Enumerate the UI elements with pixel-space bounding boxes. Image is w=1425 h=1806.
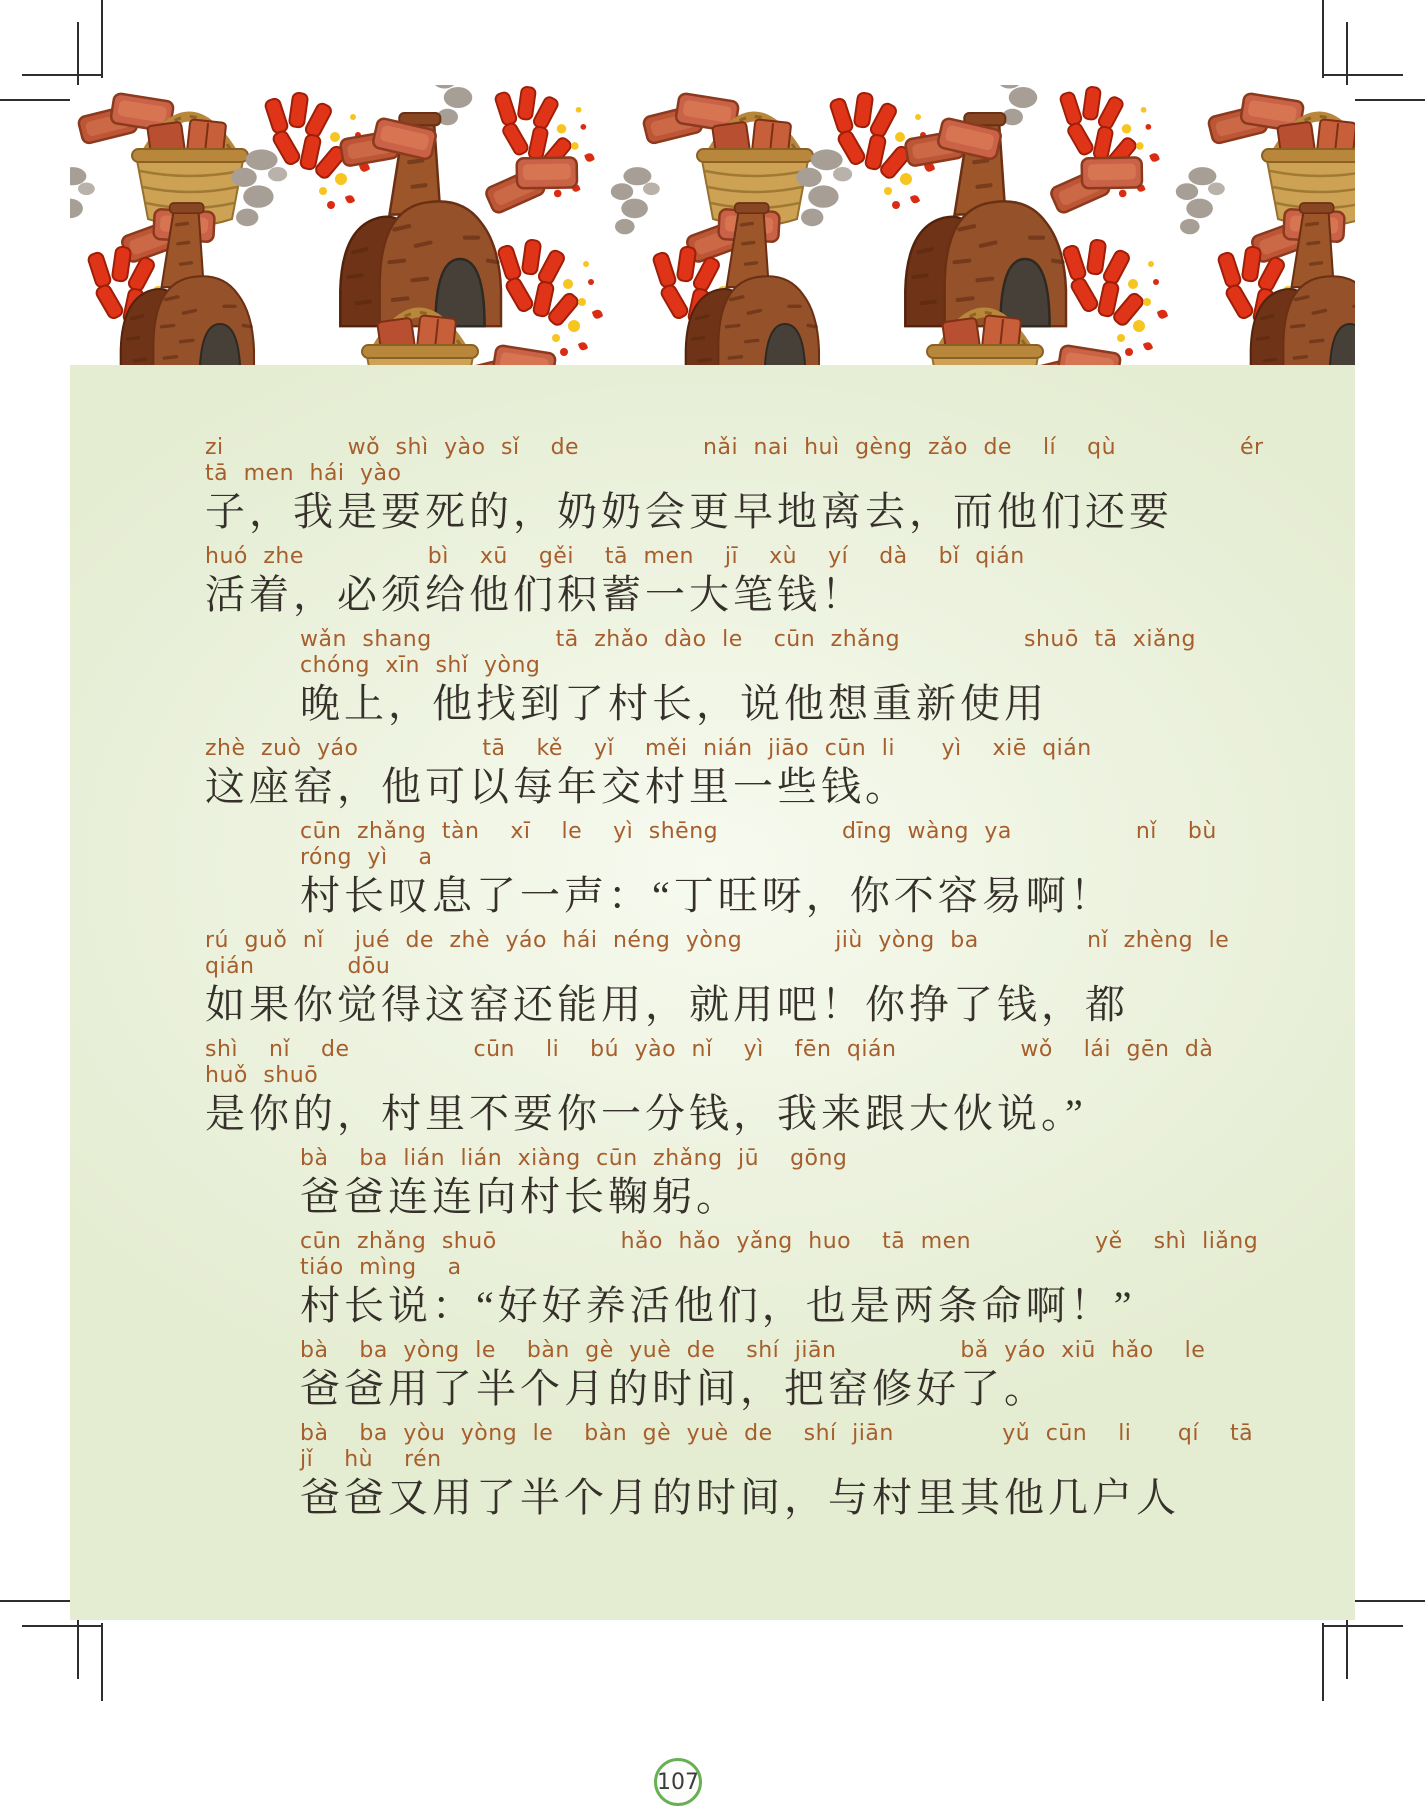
crop-mark <box>1346 99 1425 101</box>
hanzi-line: 晚上，他找到了村长，说他想重新使用 <box>300 681 1048 726</box>
pinyin-line: zhè zuò yáo tā kě yǐ měi nián jiāo cūn li yì xiē qián <box>205 736 1092 761</box>
text-line <box>205 1037 1265 1139</box>
story-text-block <box>70 365 1355 1523</box>
hanzi-line: 爸爸又用了半个月的时间，与村里其他几户人 <box>300 1475 1180 1520</box>
pinyin-line: zi wǒ shì yào sǐ de nǎi nai huì gèng zǎo de lí qù ér tā men hái yào <box>205 435 1295 486</box>
hanzi-line: 村长叹息了一声：“丁旺呀，你不容易啊！ <box>300 873 1114 918</box>
text-line <box>205 928 1265 1030</box>
crop-mark <box>1322 1623 1324 1701</box>
text-line <box>205 819 1265 921</box>
crop-mark <box>1322 74 1403 76</box>
text-line <box>205 627 1265 729</box>
hanzi-line: 爸爸连连向村长鞠躬。 <box>300 1174 740 1219</box>
banner-pattern-svg <box>70 85 1355 365</box>
hanzi-line: 村长说：“好好养活他们，也是两条命啊！” <box>300 1283 1136 1328</box>
text-line <box>205 435 1295 537</box>
page-number-badge <box>654 1758 702 1806</box>
banner-illustration <box>70 85 1355 365</box>
pinyin-line: bà ba yòng le bàn gè yuè de shí jiān bǎ yáo xiū hǎo le <box>300 1338 1206 1363</box>
crop-mark <box>101 1623 103 1701</box>
pinyin-line: bà ba yòu yòng le bàn gè yuè de shí jiān yǔ cūn li qí tā jǐ hù rén <box>300 1421 1285 1472</box>
hanzi-line: 活着，必须给他们积蓄一大笔钱！ <box>205 572 865 617</box>
hanzi-line: 这座窑，他可以每年交村里一些钱。 <box>205 764 909 809</box>
crop-mark <box>1322 1625 1403 1627</box>
hanzi-line: 子，我是要死的，奶奶会更早地离去，而他们还要 <box>205 489 1173 534</box>
crop-mark <box>0 99 79 101</box>
page-sheet <box>70 85 1355 1795</box>
hanzi-line: 爸爸用了半个月的时间，把窑修好了。 <box>300 1366 1048 1411</box>
pinyin-line: wǎn shang tā zhǎo dào le cūn zhǎng shuō tā xiǎng chóng xīn shǐ yòng <box>300 627 1212 678</box>
crop-mark <box>1346 1600 1425 1602</box>
text-line <box>205 1229 1274 1331</box>
pinyin-line: cūn zhǎng shuō hǎo hǎo yǎng huo tā men yě shì liǎng tiáo mìng a <box>300 1229 1274 1280</box>
text-line <box>205 1146 1265 1222</box>
crop-mark <box>1322 0 1324 78</box>
kiln-pattern-tile <box>1176 85 1355 365</box>
hanzi-line: 是你的，村里不要你一分钱，我来跟大伙说。” <box>205 1091 1087 1136</box>
kiln-pattern-tile <box>611 85 1168 365</box>
pinyin-line: huó zhe bì xū gěi tā men jī xù yí dà bǐ qián <box>205 544 1025 569</box>
crop-mark <box>101 0 103 78</box>
pinyin-line: cūn zhǎng tàn xī le yì shēng dīng wàng ya nǐ bù róng yì a <box>300 819 1233 870</box>
text-line <box>205 544 1265 620</box>
pinyin-line: bà ba lián lián xiàng cūn zhǎng jū gōng <box>300 1146 848 1171</box>
crop-mark <box>0 1600 79 1602</box>
crop-mark <box>22 1625 103 1627</box>
text-line <box>205 736 1265 812</box>
crop-mark <box>22 74 103 76</box>
text-line <box>205 1338 1265 1414</box>
hanzi-line: 如果你觉得这窑还能用，就用吧！你挣了钱，都 <box>205 982 1129 1027</box>
kiln-pattern-tile <box>70 85 603 365</box>
page-number: 107 <box>657 1769 699 1795</box>
text-line <box>205 1421 1285 1523</box>
story-content-area <box>70 365 1355 1795</box>
pinyin-line: rú guǒ nǐ jué de zhè yáo hái néng yòng jiù yòng ba nǐ zhèng le qián dōu <box>205 928 1245 979</box>
pinyin-line: shì nǐ de cūn li bú yào nǐ yì fēn qián wǒ lái gēn dà huǒ shuō <box>205 1037 1229 1088</box>
